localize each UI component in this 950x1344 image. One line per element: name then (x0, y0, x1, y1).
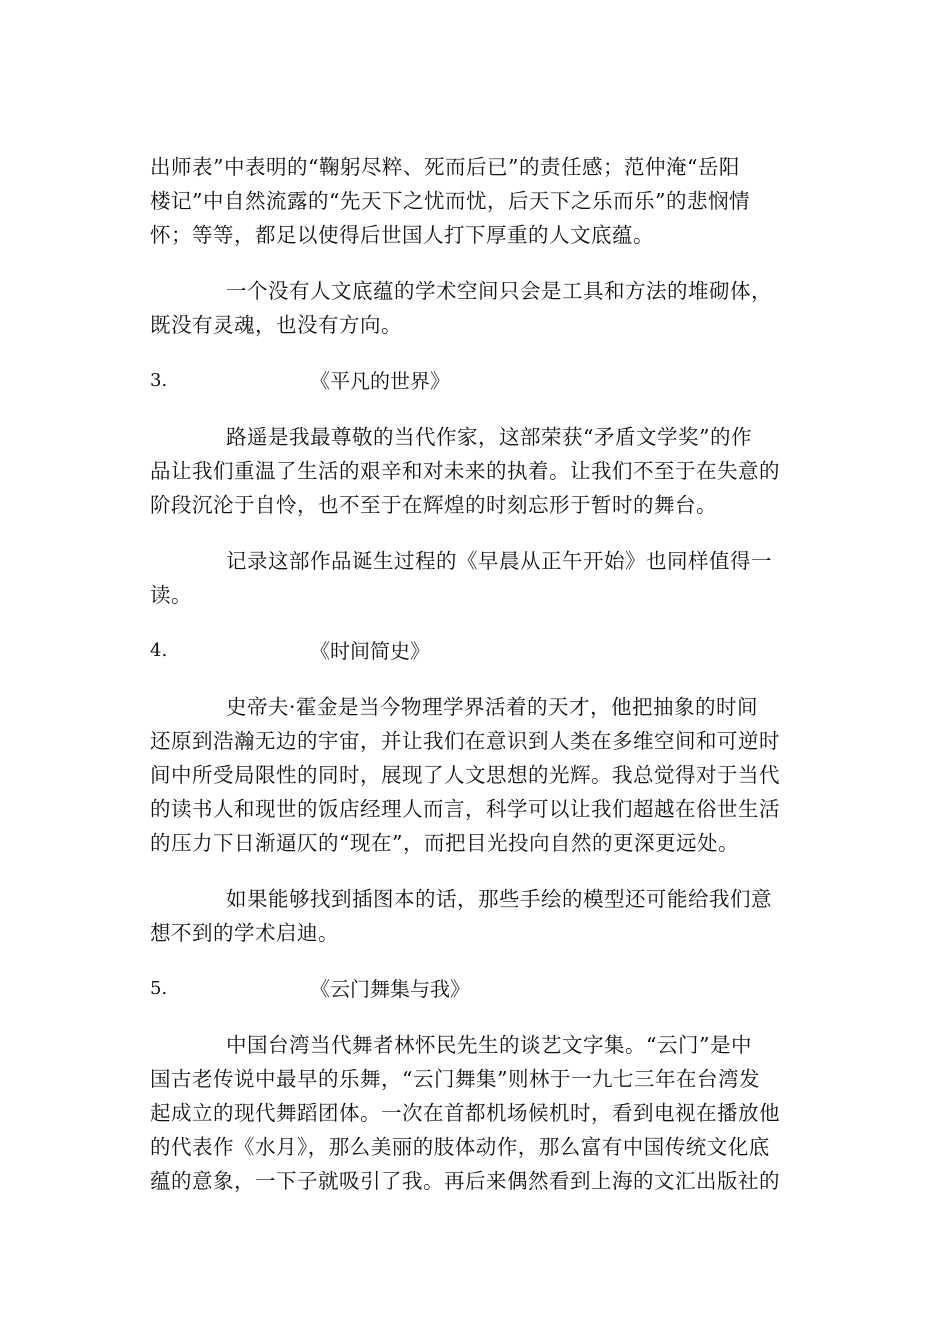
book-title: 《平凡的世界》 (310, 369, 450, 393)
paragraph-morning-noon (150, 544, 800, 612)
text-line: 既没有灵魂，也没有方向。 (150, 313, 402, 337)
paragraph-academic-space (150, 274, 800, 342)
text-line: 如果能够找到插图本的话，那些手绘的模型还可能给我们意 (226, 887, 772, 911)
text-line: 史帝夫·霍金是当今物理学界活着的天才，他把抽象的时间 (226, 695, 759, 719)
text-line: 的压力下日渐逼仄的“现在”，而把目光投向自然的更深更远处。 (150, 831, 739, 855)
text-line: 的代表作《水月》，那么美丽的肢体动作，那么富有中国传统文化底 (150, 1135, 770, 1159)
text-line: 出师表”中表明的“鞠躬尽粹、死而后已”的责任感；范仲淹“岳阳 (150, 155, 740, 179)
text-line: 间中所受局限性的同时，展现了人文思想的光辉。我总觉得对于当代 (150, 763, 780, 787)
text-line: 读。 (150, 583, 192, 607)
book-title: 《时间简史》 (310, 639, 430, 663)
section-heading-5 (150, 972, 800, 1006)
text-line: 蕴的意象，一下子就吸引了我。再后来偶然看到上海的文汇出版社的 (150, 1169, 780, 1193)
text-line: 记录这部作品诞生过程的《早晨从正午开始》也同样值得一 (226, 549, 772, 573)
text-line: 品让我们重温了生活的艰辛和对未来的执着。让我们不至于在失意的 (150, 459, 780, 483)
text-line: 起成立的现代舞蹈团体。一次在首都机场候机时，看到电视在播放他 (150, 1101, 780, 1125)
text-line: 的读书人和现世的饭店经理人而言，科学可以让我们超越在俗世生活 (150, 797, 780, 821)
text-line: 想不到的学术启迪。 (150, 921, 339, 945)
paragraph-luyao (150, 420, 800, 522)
section-number: 5. (150, 978, 168, 999)
section-number: 4. (150, 640, 168, 661)
book-title: 《云门舞集与我》 (310, 977, 470, 1001)
paragraph-illustrated (150, 882, 800, 950)
text-line: 还原到浩瀚无边的宇宙，并让我们在意识到人类在多维空间和可逆时 (150, 729, 780, 753)
paragraph-hawking (150, 690, 800, 860)
paragraph-renwen-examples (150, 150, 800, 252)
section-heading-4 (150, 634, 800, 668)
section-heading-3 (150, 364, 800, 398)
text-line: 中国台湾当代舞者林怀民先生的谈艺文字集。“云门”是中 (226, 1033, 752, 1057)
text-line: 一个没有人文底蕴的学术空间只会是工具和方法的堆砌体， (226, 279, 772, 303)
section-number: 3. (150, 370, 168, 391)
text-line: 楼记”中自然流露的“先天下之忧而忧，后天下之乐而乐”的悲悯情 (150, 189, 750, 213)
text-line: 路遥是我最尊敬的当代作家，这部荣获“矛盾文学奖”的作 (226, 425, 752, 449)
text-line: 国古老传说中最早的乐舞，“云门舞集”则林于一九七三年在台湾发 (150, 1067, 760, 1091)
text-line: 阶段沉沦于自怜，也不至于在辉煌的时刻忘形于暂时的舞台。 (150, 493, 717, 517)
document-page (150, 150, 800, 1220)
paragraph-cloud-gate (150, 1028, 800, 1198)
text-line: 怀；等等，都足以使得后世国人打下厚重的人文底蕴。 (150, 223, 654, 247)
